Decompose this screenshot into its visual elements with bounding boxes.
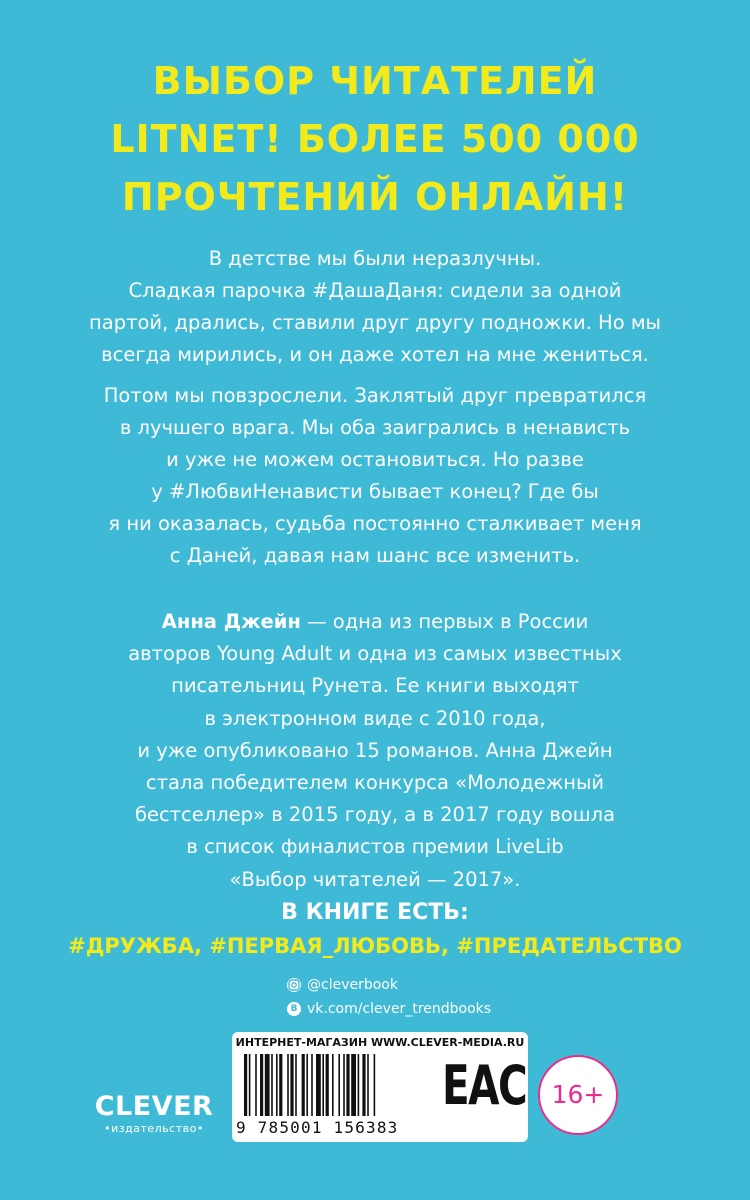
barcode-bar bbox=[343, 1054, 345, 1116]
text-line: «Выбор читателей — 2017». bbox=[229, 867, 521, 891]
text-line: в список финалистов премии LiveLib bbox=[186, 835, 564, 859]
text-line bbox=[0, 606, 750, 638]
barcode-icon bbox=[242, 1054, 442, 1116]
headline-line: LITNET! БОЛЕЕ 500 000 bbox=[110, 117, 640, 161]
barcode-bar bbox=[249, 1054, 251, 1116]
text-line: стала победителем конкурса «Молодежный bbox=[145, 771, 605, 795]
shop-url: ИНТЕРНЕТ-МАГАЗИН WWW.CLEVER-MEDIA.RU bbox=[235, 1036, 525, 1049]
barcode-bar bbox=[279, 1054, 282, 1116]
barcode-bar bbox=[311, 1054, 313, 1116]
synopsis-paragraph-1 bbox=[0, 243, 750, 371]
vk-link[interactable] bbox=[287, 999, 491, 1019]
barcode-bar bbox=[316, 1054, 321, 1116]
text-line: В детстве мы были неразлучны. bbox=[208, 247, 542, 270]
text-line: в лучшего врага. Мы оба заигрались в ненависть bbox=[119, 416, 631, 439]
barcode-bar bbox=[302, 1054, 305, 1116]
isbn-number: 9 785001 156383 bbox=[236, 1118, 399, 1137]
eac-mark: EAC bbox=[442, 1054, 527, 1117]
text-line: партой, дрались, ставили друг другу подножки. Но мы bbox=[89, 311, 661, 334]
headline bbox=[0, 52, 750, 226]
barcode-bar bbox=[358, 1054, 360, 1116]
instagram-link[interactable] bbox=[287, 975, 398, 995]
barcode-panel bbox=[232, 1032, 528, 1142]
author-bio bbox=[0, 606, 750, 896]
publisher-logo bbox=[85, 1092, 223, 1136]
author-bio-first-line: — одна из первых в России bbox=[300, 610, 589, 633]
barcode-bar bbox=[374, 1054, 376, 1116]
barcode-bar bbox=[346, 1054, 349, 1116]
barcode-bar bbox=[260, 1054, 263, 1116]
text-line: у #ЛюбвиНенависти бывает конец? Где бы bbox=[151, 480, 599, 503]
headline-line: ВЫБОР ЧИТАТЕЛЕЙ bbox=[152, 59, 598, 103]
barcode-bar bbox=[271, 1054, 273, 1116]
author-name: Анна Джейн bbox=[161, 610, 301, 633]
text-line: писательниц Рунета. Ее книги выходят bbox=[171, 674, 579, 698]
text-line: всегда мирились, и он даже хотел на мне жениться. bbox=[101, 343, 649, 366]
publisher-name: CLEVER bbox=[94, 1091, 214, 1122]
synopsis-paragraph-2 bbox=[0, 380, 750, 572]
barcode-bar bbox=[362, 1054, 365, 1116]
text-line: и уже не можем остановиться. Но разве bbox=[166, 448, 584, 471]
text-line: авторов Young Adult и одна из самых известных bbox=[128, 642, 622, 666]
barcode-bar bbox=[290, 1054, 293, 1116]
barcode-bar bbox=[351, 1054, 356, 1116]
barcode-bar bbox=[265, 1054, 270, 1116]
barcode-bar bbox=[255, 1054, 257, 1116]
age-rating-badge: 16+ bbox=[538, 1055, 618, 1135]
barcode-bar bbox=[367, 1054, 369, 1116]
barcode-bar bbox=[322, 1054, 324, 1116]
publisher-subtitle: •издательство• bbox=[104, 1122, 204, 1135]
barcode-bar bbox=[332, 1054, 334, 1116]
text-line: Сладкая парочка #ДашаДаня: сидели за одной bbox=[128, 279, 622, 302]
text-line: в электронном виде с 2010 года, bbox=[204, 706, 546, 730]
text-line: и уже опубликовано 15 романов. Анна Джейн bbox=[137, 738, 613, 762]
barcode-bar bbox=[276, 1054, 278, 1116]
barcode-bar bbox=[295, 1054, 297, 1116]
instagram-handle: @cleverbook bbox=[307, 977, 398, 993]
barcode-bar bbox=[326, 1054, 329, 1116]
barcode-bar bbox=[338, 1054, 340, 1116]
barcode-bar bbox=[287, 1054, 289, 1116]
tags-title: В КНИГЕ ЕСТЬ: bbox=[281, 900, 469, 925]
vk-url: vk.com/clever_trendbooks bbox=[307, 1001, 492, 1017]
barcode-bar bbox=[306, 1054, 308, 1116]
text-line: Потом мы повзрослели. Заклятый друг превратился bbox=[103, 384, 647, 407]
barcode-bar bbox=[244, 1054, 247, 1116]
text-line: с Даней, давая нам шанс все изменить. bbox=[169, 544, 581, 567]
instagram-icon bbox=[287, 978, 301, 992]
vk-icon: B bbox=[287, 1002, 301, 1016]
tags-list: #ДРУЖБА, #ПЕРВАЯ_ЛЮБОВЬ, #ПРЕДАТЕЛЬСТВО bbox=[68, 934, 682, 958]
text-line: бестселлер» в 2015 году, а в 2017 году вошла bbox=[134, 803, 616, 827]
text-line: я ни оказалась, судьба постоянно сталкивает меня bbox=[108, 512, 642, 535]
headline-line: ПРОЧТЕНИЙ ОНЛАЙН! bbox=[121, 175, 629, 219]
